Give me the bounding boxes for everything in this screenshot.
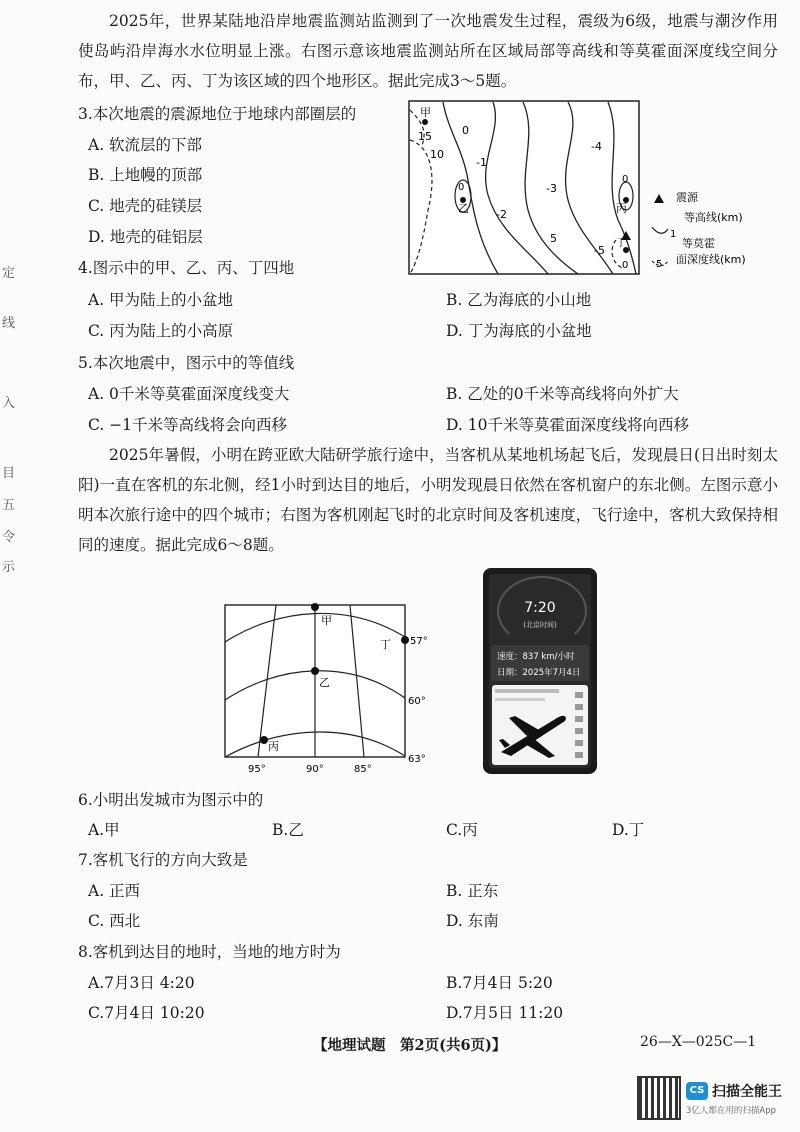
question-8-option-c[interactable]: C.7月4日 10:20 [88, 1004, 205, 1022]
map1-label: -5 [594, 244, 605, 257]
map1-legend [648, 185, 763, 270]
question-3-stem: 3.本次地震的震源地位于地球内部圈层的 [78, 105, 357, 123]
question-4-option-b[interactable]: B. 乙为海底的小山地 [446, 291, 592, 309]
question-6-option-b[interactable]: B.乙 [272, 821, 304, 839]
question-6-stem: 6.小明出发城市为图示中的 [78, 791, 264, 809]
map1-label: -1 [476, 156, 487, 169]
map1-label: -3 [546, 182, 557, 195]
contour-line-sample-icon [652, 227, 668, 233]
airplane-icon [497, 708, 571, 760]
question-7-option-c[interactable]: C. 西北 [88, 912, 141, 930]
legend-moho-sample: 5 [656, 259, 663, 270]
flight-time: 7:20 [524, 600, 556, 616]
question-7-option-b[interactable]: B. 正东 [446, 882, 499, 900]
cs-badge-icon: CS [686, 1082, 708, 1100]
map1-label: -2 [496, 208, 507, 221]
lat-label-60: 60° [408, 696, 426, 707]
margin-char: 令 [2, 530, 16, 545]
lon-label-85: 85° [354, 764, 372, 775]
margin-char: 五 [2, 498, 16, 513]
question-4-option-c[interactable]: C. 丙为陆上的小高原 [88, 322, 234, 340]
question-6-option-c[interactable]: C.丙 [446, 821, 478, 839]
map1-label: 0 [458, 182, 465, 193]
margin-char: 目 [2, 466, 16, 481]
legend-moho-label-1: 等莫霍 [682, 237, 715, 250]
question-5-option-a[interactable]: A. 0千米等莫霍面深度线变大 [88, 385, 290, 403]
map1-label: 甲 [420, 106, 431, 119]
map1-label: 丁 [616, 238, 626, 249]
map1-label: 15 [418, 130, 432, 143]
map1-label: 10 [430, 148, 444, 161]
question-5-option-d[interactable]: D. 10千米等莫霍面深度线将向西移 [446, 416, 689, 434]
question-5-stem: 5.本次地震中，图示中的等值线 [78, 354, 295, 372]
city-label-yi: 乙 [319, 676, 330, 689]
map1-label: 0 [462, 124, 469, 137]
question-7-stem: 7.客机飞行的方向大致是 [78, 851, 248, 869]
flight-time-note: (北京时间) [523, 621, 557, 629]
question-5-option-c[interactable]: C. −1千米等高线将会向西移 [88, 416, 288, 434]
map1-label: -4 [591, 140, 602, 153]
question-5-option-b[interactable]: B. 乙处的0千米等高线将向外扩大 [446, 385, 679, 403]
question-8-option-b[interactable]: B.7月4日 5:20 [446, 974, 553, 992]
map1-label: 5 [550, 232, 557, 245]
lon-label-90: 90° [306, 764, 324, 775]
flight-speed: 速度：837 km/小时 [497, 652, 575, 662]
page-footer: 【地理试题 第2页(共6页)】 [313, 1037, 507, 1054]
exam-code: 26—X—025C—1 [640, 1034, 757, 1050]
question-8-stem: 8.客机到达目的地时，当地的地方时为 [78, 943, 341, 961]
city-label-jia: 甲 [321, 614, 332, 627]
question-3-option-b[interactable]: B. 上地幔的顶部 [88, 166, 203, 184]
question-6-option-a[interactable]: A.甲 [88, 821, 120, 839]
question-7-option-d[interactable]: D. 东南 [446, 912, 499, 930]
qr-code [639, 1078, 679, 1118]
scanner-app-name: 扫描全能王 [712, 1084, 782, 1100]
question-7-option-a[interactable]: A. 正西 [88, 882, 141, 900]
question-3-option-a[interactable]: A. 软流层的下部 [88, 136, 203, 154]
flight-phone-screen [483, 568, 597, 774]
question-4-option-d[interactable]: D. 丁为海底的小盆地 [446, 322, 592, 340]
flight-date: 日期：2025年7月4日 [497, 668, 581, 678]
question-8-option-d[interactable]: D.7月5日 11:20 [446, 1004, 564, 1022]
epicenter-icon [654, 194, 664, 203]
margin-char: 线 [2, 316, 16, 331]
margin-char: 入 [2, 396, 16, 411]
legend-contour-label: 等高线(km) [684, 211, 743, 224]
legend-epicenter-label: 震源 [676, 191, 698, 204]
travel-city-map [218, 600, 440, 778]
margin-char: 定 [2, 266, 16, 281]
map1-label: 丙 [616, 202, 627, 215]
legend-moho-label-2: 面深度线(km) [676, 253, 746, 266]
lat-label-57: 57° [410, 636, 428, 647]
intro-paragraph-1: 2025年，世界某陆地沿岸地震监测站监测到了一次地震发生过程，震级为6级，地震与潮汐作用使岛屿沿岸海水水位明显上涨。右图示意该地震监测站所在区域局部等高线和等莫霍面深度线空间分布，甲、乙、丙、丁为该区域的四个地形区。据此完成3～5题。 [78, 12, 778, 90]
map1-label: 0 [622, 260, 629, 271]
intro-paragraph-2: 2025年暑假，小明在跨亚欧大陆研学旅行途中，当客机从某地机场起飞后，发现晨日(日出时刻太阳)一直在客机的东北侧，经1小时到达目的地后，小明发现晨日依然在客机窗户的东北侧。左图示意小明本次旅行途中的四个城市；右图为客机刚起飞时的北京时间及客机速度，飞行途中，客机大致保持相同的速度。据此完成6～8题。 [78, 446, 778, 554]
scanner-tagline: 3亿人都在用的扫描App [686, 1106, 777, 1116]
lat-label-63: 63° [408, 754, 426, 765]
lon-label-95: 95° [248, 764, 266, 775]
legend-contour-sample: 1 [670, 229, 677, 240]
question-3-option-d[interactable]: D. 地壳的硅铝层 [88, 228, 203, 246]
question-4-stem: 4.图示中的甲、乙、丙、丁四地 [78, 259, 295, 277]
question-6-option-d[interactable]: D.丁 [612, 821, 645, 839]
city-label-bing: 丙 [268, 740, 279, 753]
question-4-option-a[interactable]: A. 甲为陆上的小盆地 [88, 291, 234, 309]
margin-char: 示 [2, 560, 16, 575]
map1-label: 0 [622, 174, 629, 185]
question-8-option-a[interactable]: A.7月3日 4:20 [88, 974, 195, 992]
city-label-ding: 丁 [380, 638, 391, 651]
map1-label: 乙 [458, 202, 469, 215]
contour-moho-map [408, 100, 640, 275]
question-3-option-c[interactable]: C. 地壳的硅镁层 [88, 197, 203, 215]
